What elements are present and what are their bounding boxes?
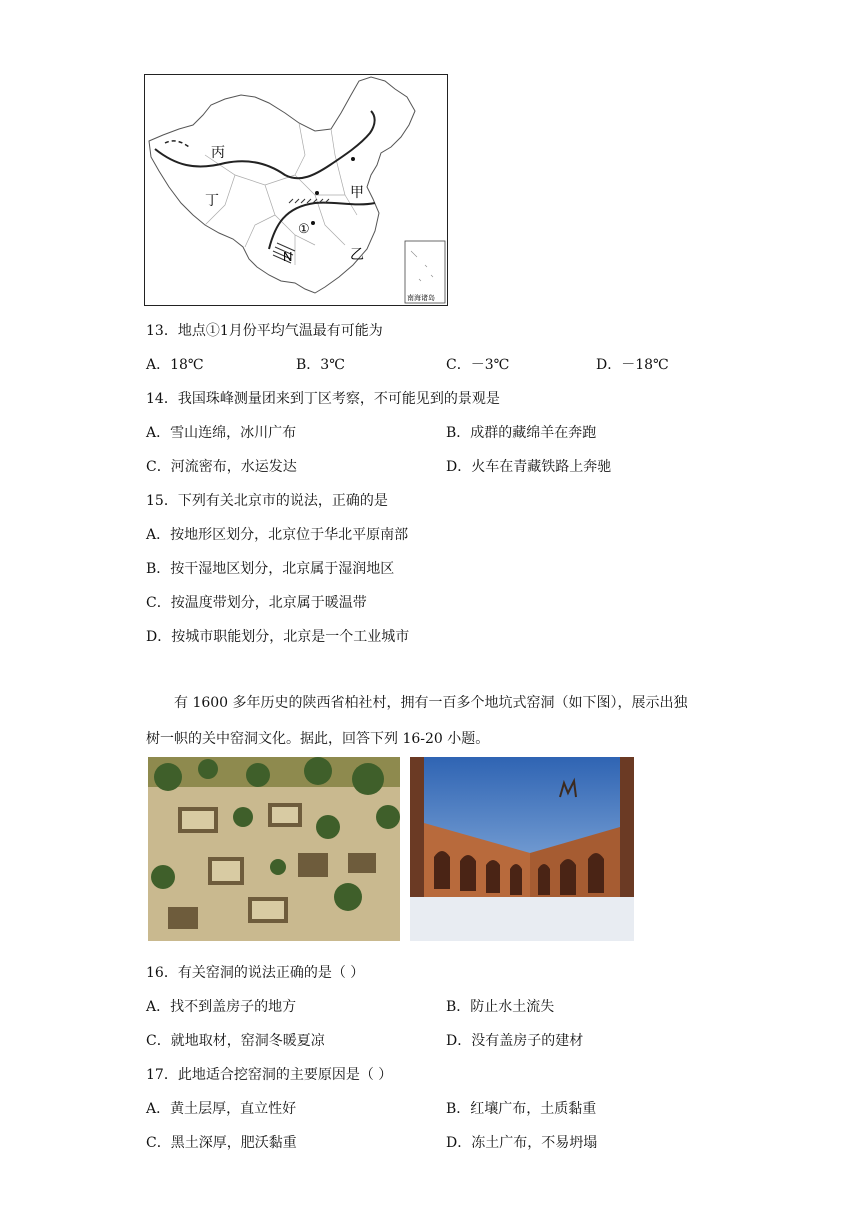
q17-option-d[interactable]: D．冻土广布，不易坍塌 xyxy=(446,1135,598,1151)
courtyard-photo-svg xyxy=(410,757,634,941)
q14-option-a[interactable]: A．雪山连绵，冰川广布 xyxy=(146,425,297,441)
q17-option-a[interactable]: A．黄土层厚，直立性好 xyxy=(146,1101,297,1117)
q13-option-a[interactable]: A．18℃ xyxy=(146,357,204,373)
cave-courtyard-photo xyxy=(410,757,634,941)
map-label-ding: 丁 xyxy=(205,194,219,209)
aerial-cave-village-photo xyxy=(148,757,400,941)
country-outline xyxy=(149,77,415,293)
q13-option-c[interactable]: C．－3℃ xyxy=(446,357,510,373)
city-dot xyxy=(311,221,315,225)
q13-option-d[interactable]: D．－18℃ xyxy=(596,357,669,373)
question-16-stem: 16．有关窑洞的说法正确的是（ ） xyxy=(146,965,365,981)
q16-option-c[interactable]: C．就地取材，窑洞冬暖夏凉 xyxy=(146,1033,325,1049)
map-label-yi: 乙 xyxy=(350,248,364,263)
q16-option-b[interactable]: B．防止水土流失 xyxy=(446,999,555,1015)
q15-option-d[interactable]: D．按城市职能划分，北京是一个工业城市 xyxy=(146,629,410,645)
question-17-stem: 17．此地适合挖窑洞的主要原因是（ ） xyxy=(146,1067,393,1083)
q14-option-d[interactable]: D．火车在青藏铁路上奔驰 xyxy=(446,459,612,475)
map-label-jia: 甲 xyxy=(350,186,364,201)
map-label-bing: 丙 xyxy=(211,146,225,161)
city-dot xyxy=(351,157,355,161)
q16-option-a[interactable]: A．找不到盖房子的地方 xyxy=(146,999,297,1015)
question-13-stem: 13．地点①1月份平均气温最有可能为 xyxy=(146,323,383,339)
passage-line-2: 树一帜的关中窑洞文化。据此，回答下列 16-20 小题。 xyxy=(146,731,490,747)
q15-option-c[interactable]: C．按温度带划分，北京属于暖温带 xyxy=(146,595,367,611)
q14-option-b[interactable]: B．成群的藏绵羊在奔跑 xyxy=(446,425,597,441)
q15-option-a[interactable]: A．按地形区划分，北京位于华北平原南部 xyxy=(146,527,409,543)
question-14-stem: 14．我国珠峰测量团来到丁区考察，不可能见到的景观是 xyxy=(146,391,500,407)
q17-option-c[interactable]: C．黑土深厚，肥沃黏重 xyxy=(146,1135,297,1151)
city-dot xyxy=(315,191,319,195)
china-map-figure xyxy=(144,74,448,306)
q17-option-b[interactable]: B．红壤广布，土质黏重 xyxy=(446,1101,597,1117)
inset-label: 南海诸岛 xyxy=(407,294,435,302)
q16-option-d[interactable]: D．没有盖房子的建材 xyxy=(446,1033,584,1049)
map-label-point1: ① xyxy=(298,221,310,236)
passage-line-1: 有 1600 多年历史的陕西省柏社村，拥有一百多个地坑式窑洞（如下图），展示出独 xyxy=(174,695,688,711)
dashed-boundary xyxy=(165,141,189,147)
province-lines xyxy=(205,123,357,265)
q15-option-b[interactable]: B．按干湿地区划分，北京属于湿润地区 xyxy=(146,561,395,577)
q14-option-c[interactable]: C．河流密布，水运发达 xyxy=(146,459,297,475)
q13-option-b[interactable]: B．3℃ xyxy=(296,357,345,373)
aerial-photo-svg xyxy=(148,757,400,941)
dividing-line-north xyxy=(155,111,375,178)
dividing-line-south xyxy=(269,203,375,249)
question-15-stem: 15．下列有关北京市的说法，正确的是 xyxy=(146,493,388,509)
map-label-n: N xyxy=(283,249,293,264)
china-map-svg xyxy=(145,75,447,305)
